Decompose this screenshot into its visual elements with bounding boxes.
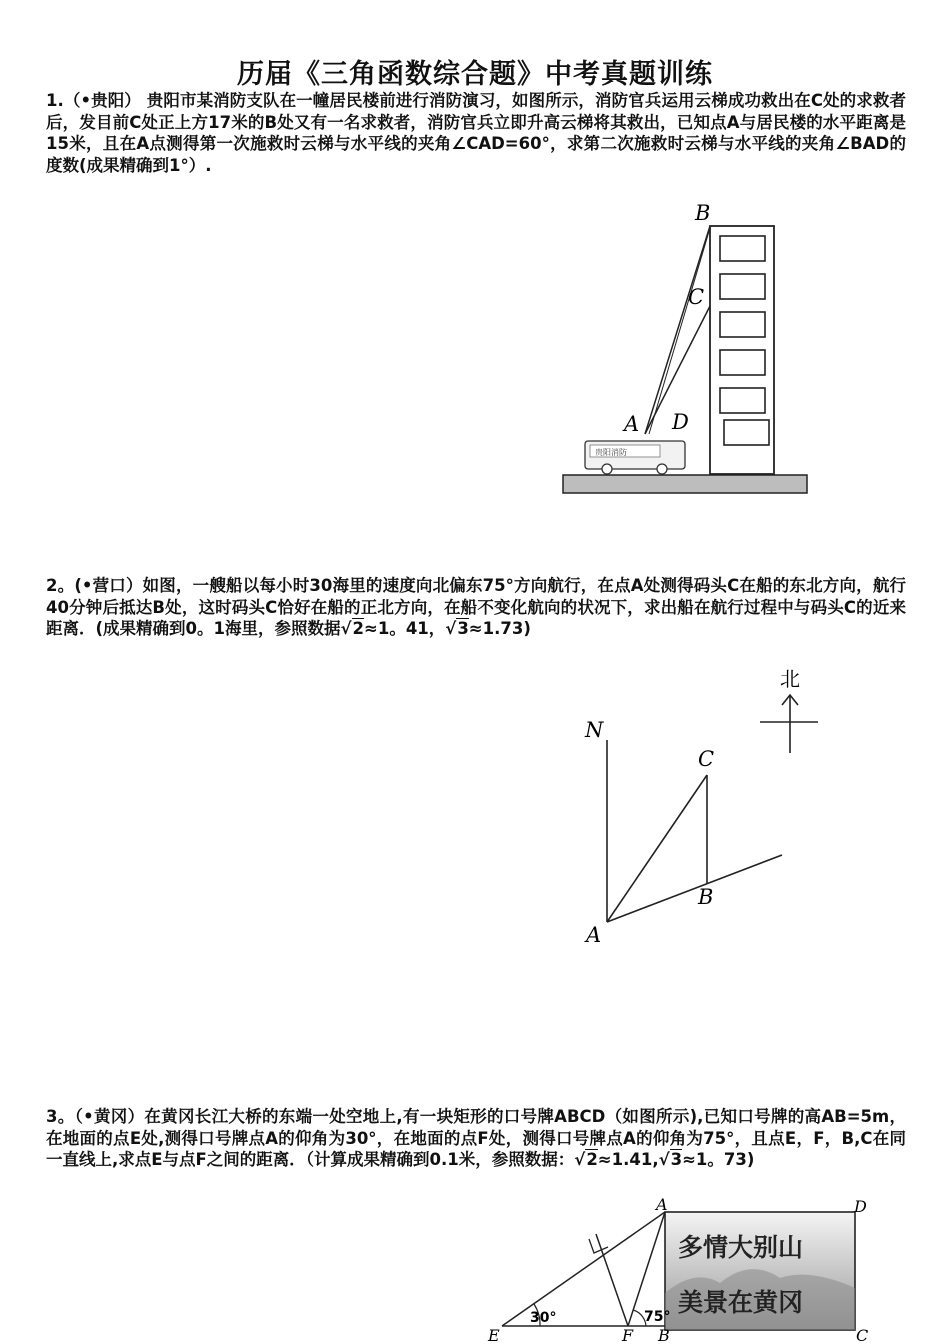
- approx-2: ≈1.73): [468, 619, 531, 638]
- sqrt-2-radicand: 2: [586, 1150, 598, 1169]
- angle-30-label: 30°: [530, 1310, 557, 1326]
- line-ac: [607, 775, 707, 922]
- label-a: A: [624, 412, 640, 436]
- approx-1: ≈1。41，: [364, 619, 446, 638]
- label-a: A: [586, 923, 602, 947]
- label-b: B: [698, 885, 714, 909]
- sqrt-symbol: √: [658, 1150, 670, 1169]
- building-window: [720, 274, 765, 299]
- problem-2-body: 2。(•营口）如图，一艘船以每小时30海里的速度向北偏东75°方向航行，在点A处测得码头C在船的东北方向，航行40分钟后抵达B处，这时码头C恰好在船的正北方向，在船不变化航向的状况下，求出船在航行过程中与码头C的近来距离．(成果精确到0。1海里，参照数据: [46, 576, 906, 638]
- truck-label: 贵阳消防: [595, 448, 627, 457]
- page-title: 历届《三角函数综合题》中考真题训练: [237, 59, 713, 90]
- angle-75-label: 75°: [644, 1309, 671, 1325]
- label-c: C: [856, 1326, 869, 1344]
- label-d: D: [854, 1198, 867, 1216]
- problem-1-figure: [540, 198, 820, 498]
- problem-3-body: 3。（•黄冈）在黄冈长江大桥的东端一处空地上,有一块矩形的口号牌ABCD（如图所示),已知口号牌的高AB=5m，在地面的点E处,测得口号牌点A的仰角为30°，在地面的点F处，测得口号牌点A的仰角为75°，且点E，F，B,C在同一直线上,求点E与点F之间的距离．（计算成果精确到0.1米，参照数据：: [46, 1107, 906, 1169]
- line-ea: [502, 1212, 665, 1326]
- label-n: N: [585, 718, 604, 742]
- sqrt-symbol: √: [340, 619, 352, 638]
- problem-3-figure: [480, 1198, 880, 1344]
- problem-2-text: [46, 575, 906, 640]
- building-window: [720, 350, 765, 375]
- label-f: F: [622, 1326, 634, 1344]
- label-d: D: [672, 410, 689, 434]
- problem-1-text: 1.（•贵阳） 贵阳市某消防支队在一幢居民楼前进行消防演习，如图所示，消防官兵运用云梯成功救出在C处的求救者后，发目前C处正上方17米的B处又有一名求救者，消防官兵立即升高云梯将其救出，已知点A与居民楼的水平距离是15米，且在A点测得第一次施救时云梯与水平线的夹角∠CAD=60°，求第二次施救时云梯与水平线的夹角∠BAD的度数(成果精确到1°）.: [46, 91, 906, 175]
- label-a: A: [656, 1198, 668, 1214]
- problem-3-text: [46, 1106, 906, 1171]
- sign-line-1: 多情大别山: [678, 1233, 804, 1262]
- sqrt-3-radicand: 3: [670, 1150, 683, 1169]
- approx-2: ≈1。73): [682, 1150, 755, 1169]
- label-b: B: [695, 201, 711, 225]
- fire-truck: [585, 441, 685, 474]
- label-e: E: [488, 1326, 500, 1344]
- sqrt-2-radicand: 2: [352, 619, 365, 638]
- perpendicular-from-f: [596, 1234, 628, 1326]
- label-c: C: [688, 285, 705, 309]
- sqrt-symbol: √: [445, 619, 457, 638]
- sign-line-2: 美景在黄冈: [678, 1288, 804, 1317]
- north-arrow-icon: [760, 667, 818, 753]
- label-c: C: [698, 747, 715, 771]
- ladder-ab: [649, 228, 710, 434]
- sqrt-3-radicand: 3: [457, 619, 469, 638]
- building-window: [720, 388, 765, 413]
- course-line: [607, 855, 782, 922]
- ladder-ab: [645, 226, 710, 434]
- building-window: [724, 420, 769, 445]
- north-label: 北: [780, 667, 800, 691]
- building-window: [720, 236, 765, 261]
- ground-block: [563, 475, 807, 493]
- sqrt-symbol: √: [574, 1150, 586, 1169]
- problem-2-figure: [570, 660, 840, 950]
- building-window: [720, 312, 765, 337]
- approx-1: ≈1.41,: [597, 1150, 659, 1169]
- label-b: B: [658, 1326, 670, 1344]
